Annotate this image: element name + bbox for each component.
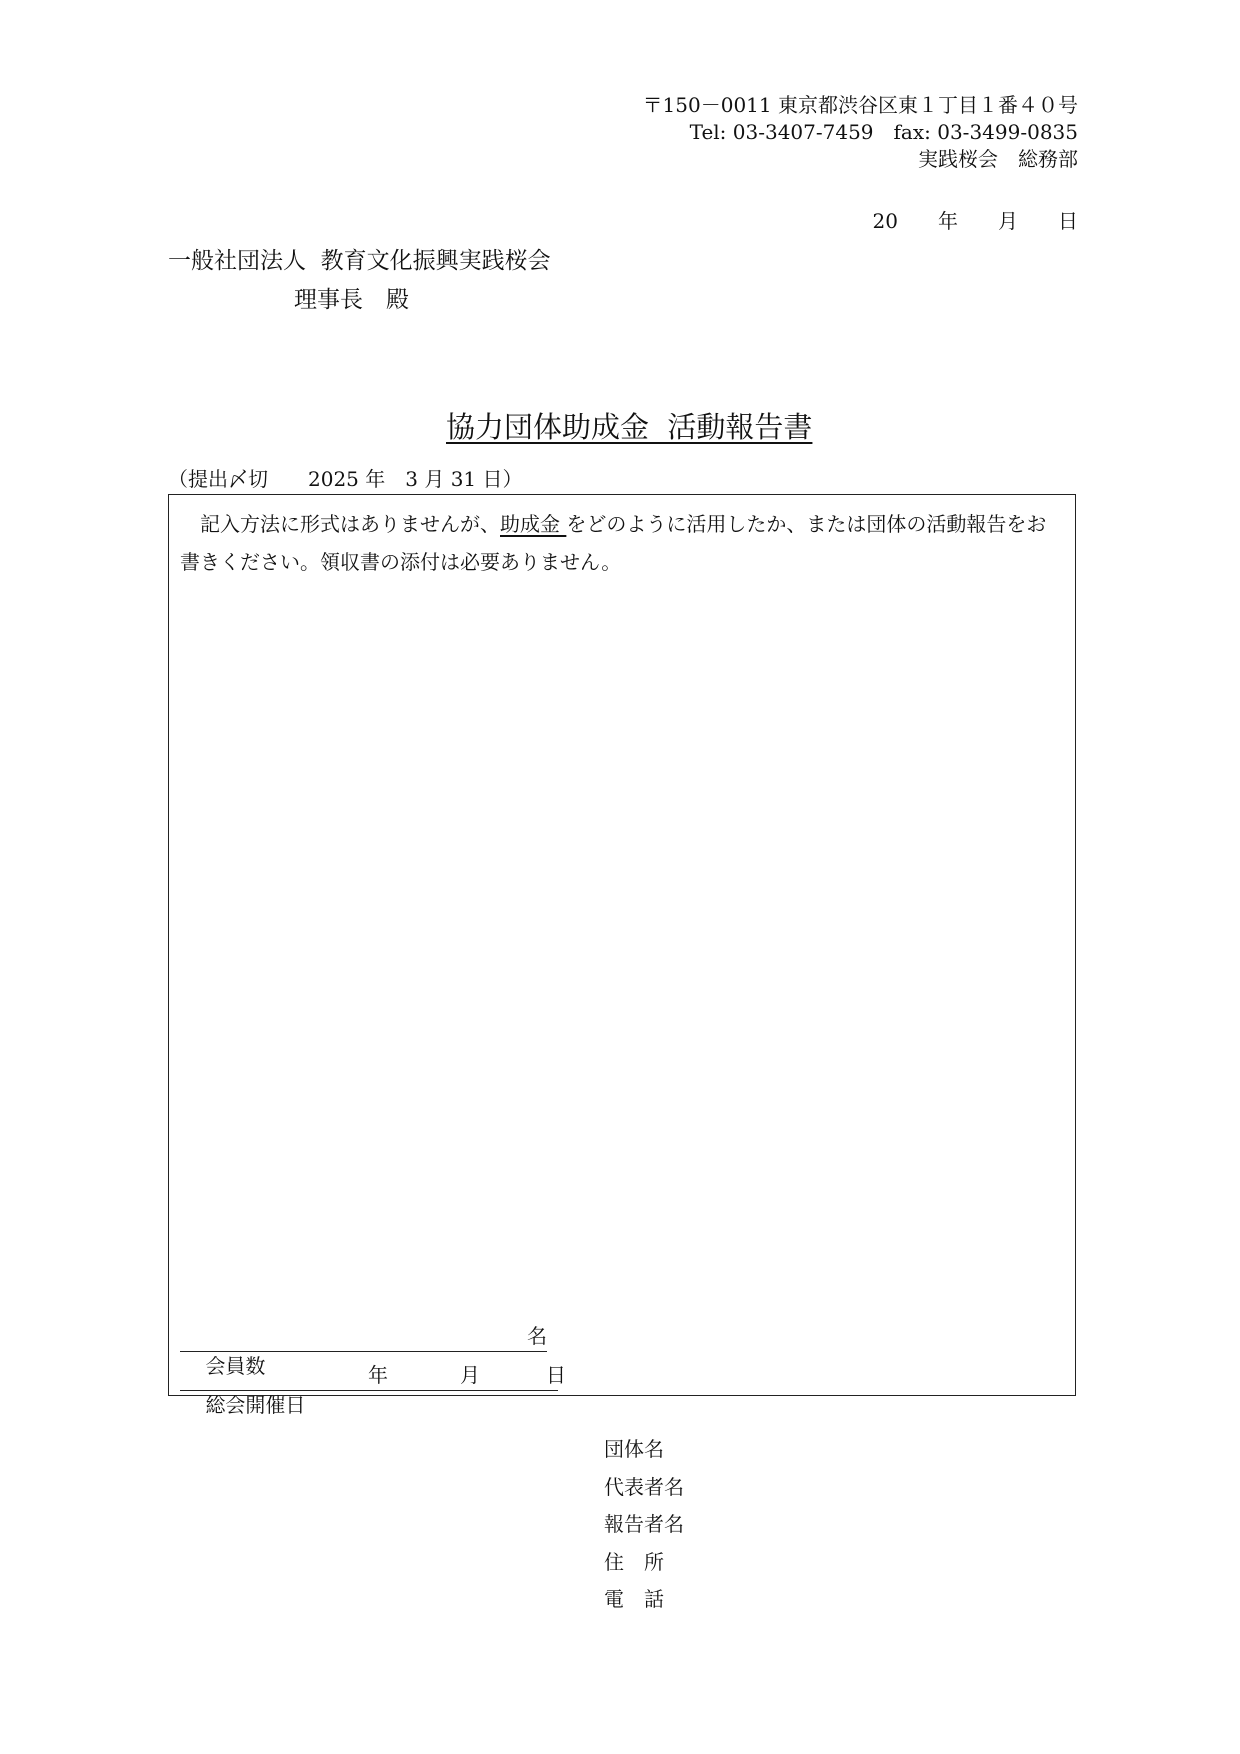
instructions-after: をどのように活用したか、または団体の活動報告をお書きください。領収書の添付は必要ありません。 bbox=[180, 512, 1047, 574]
sender-block bbox=[643, 92, 1078, 173]
members-unit: 名 bbox=[527, 1324, 547, 1348]
recipient-title: 理事長 殿 bbox=[294, 287, 409, 313]
members-field[interactable] bbox=[180, 1321, 547, 1378]
meeting-label: 総会開催日 bbox=[205, 1393, 306, 1417]
document-title-text: 協力団体助成金 活動報告書 bbox=[446, 410, 813, 444]
recipient-org: 一般社団法人 教育文化振興実践桜会 bbox=[168, 248, 551, 274]
signature-reporter: 報告者名 bbox=[604, 1512, 684, 1536]
signature-address: 住 所 bbox=[604, 1550, 664, 1574]
meeting-date-field[interactable] bbox=[180, 1360, 566, 1417]
meeting-month-label: 月 bbox=[460, 1363, 480, 1387]
date-line: 20 年 月 日 bbox=[872, 209, 1078, 233]
document-title bbox=[0, 371, 1240, 446]
meeting-day-label: 日 bbox=[546, 1363, 566, 1387]
signature-phone: 電 話 bbox=[604, 1587, 664, 1611]
members-label: 会員数 bbox=[205, 1354, 266, 1378]
submission-deadline: （提出〆切 2025 年 3 月 31 日） bbox=[168, 467, 523, 491]
signature-group: 団体名 bbox=[604, 1437, 664, 1461]
meeting-year-label: 年 bbox=[368, 1363, 388, 1387]
sender-department: 実践桜会 総務部 bbox=[918, 147, 1078, 171]
instructions-underlined: 助成金 bbox=[500, 512, 567, 536]
signature-representative: 代表者名 bbox=[604, 1475, 684, 1499]
report-box[interactable] bbox=[168, 494, 1076, 1417]
sender-address: 〒150－0011 東京都渋谷区東１丁目１番４０号 bbox=[642, 93, 1078, 117]
instructions bbox=[180, 505, 1064, 581]
instructions-before: 記入方法に形式はありませんが、 bbox=[180, 512, 500, 536]
sender-contact: Tel: 03-3407-7459 fax: 03-3499-0835 bbox=[689, 120, 1078, 144]
